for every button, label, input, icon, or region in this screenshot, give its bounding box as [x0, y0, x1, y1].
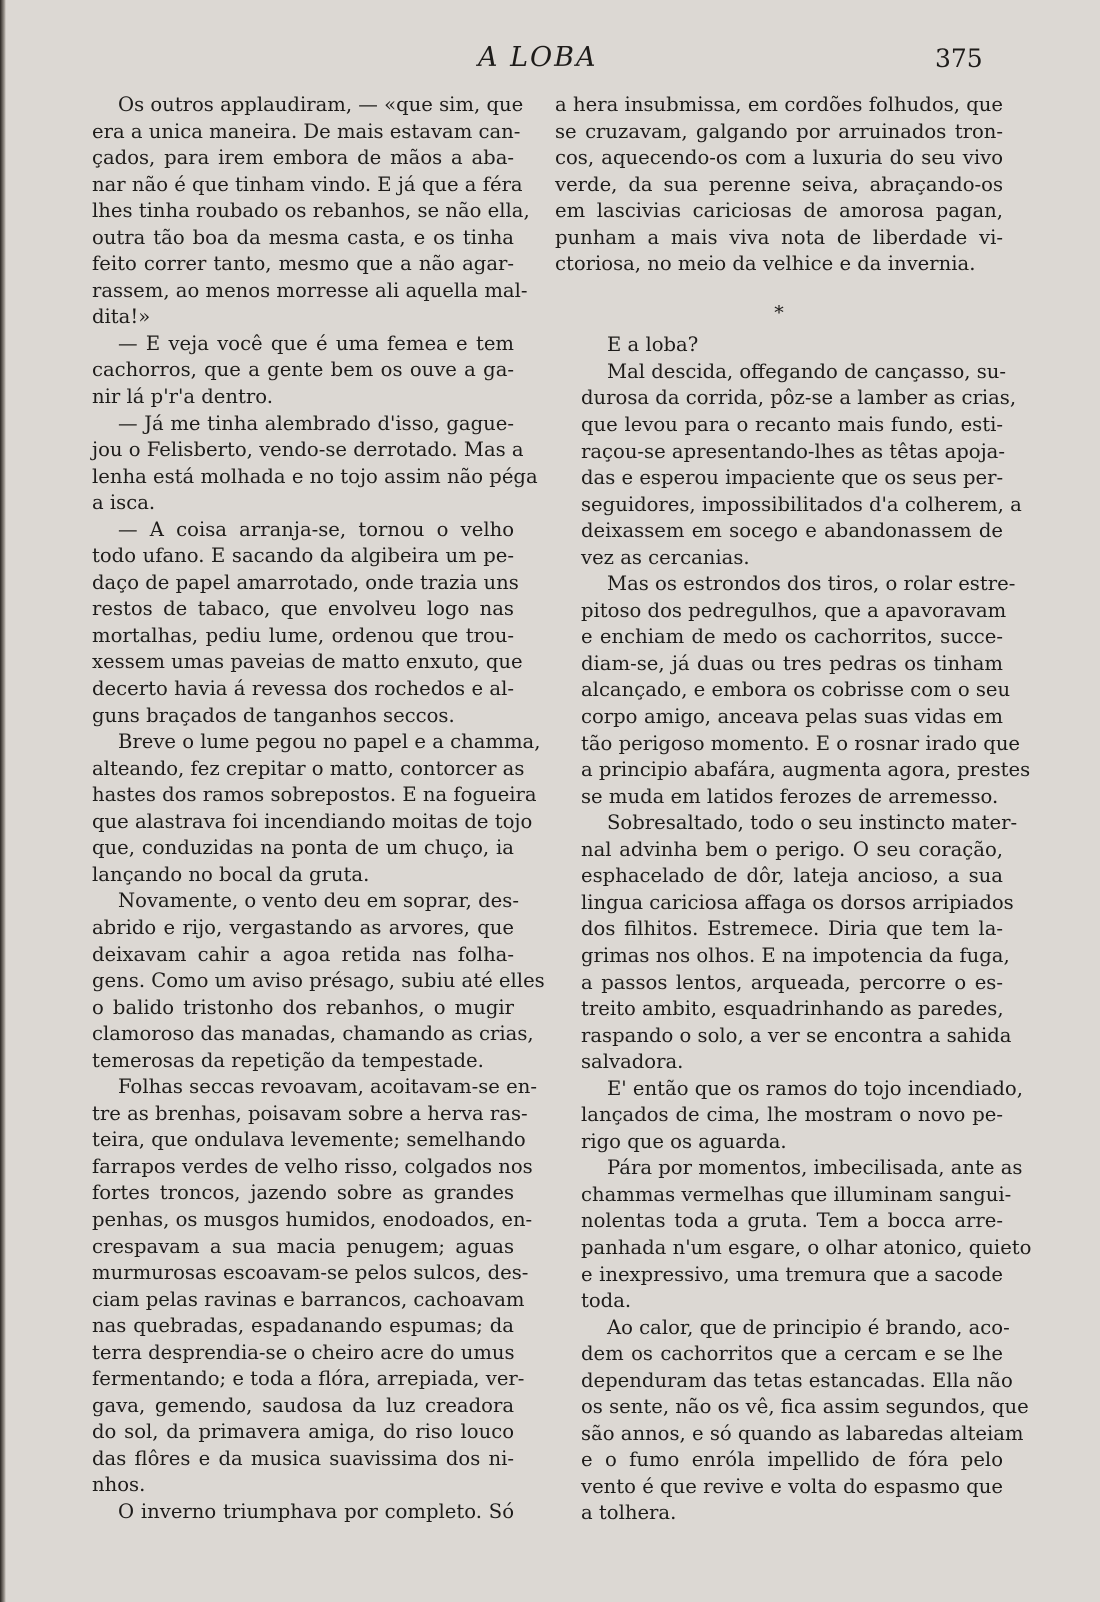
- text-line: das flôres e da musica suavissima dos ni-: [92, 1446, 514, 1470]
- text-line: verde, da sua perenne seiva, abraçando-os: [555, 172, 1003, 196]
- text-line: Ao calor, que de principio é brando, aco-: [607, 1315, 1010, 1339]
- text-line: lançando no bocal da gruta.: [92, 862, 370, 886]
- text-line: mortalhas, pediu lume, ordenou que trou-: [92, 623, 514, 647]
- text-line: são annos, e só quando as labaredas alteiam: [581, 1421, 1024, 1445]
- text-line: e inexpressivo, uma tremura que a sacode: [581, 1262, 1003, 1286]
- paragraph: [66, 92, 530, 331]
- text-line: raspando o solo, a ver se encontra a sahida: [581, 1023, 1012, 1047]
- text-line: gava, gemendo, saudosa da luz creadora: [92, 1393, 514, 1417]
- text-line: nir lá p'r'a dentro.: [92, 385, 273, 409]
- right-column: [555, 92, 1032, 1527]
- text-line: a passos lentos, arqueada, percorre o es-: [581, 970, 1003, 994]
- text-line: corpo amigo, anceava pelas suas vidas em: [581, 705, 1003, 729]
- text-line: nas quebradas, espadanando espumas; da: [92, 1314, 514, 1338]
- paragraph: [66, 411, 538, 517]
- text-line: fortes troncos, jazendo sobre as grandes: [92, 1181, 514, 1205]
- text-line: era a unica maneira. De mais estavam can-: [92, 119, 521, 143]
- text-line: seguidores, impossibilitados d'a colherem, a: [581, 492, 1022, 516]
- text-line: dita!»: [92, 305, 151, 329]
- running-title: A LOBA: [478, 42, 598, 73]
- paragraph: [66, 1074, 537, 1499]
- text-line: Breve o lume pegou no papel e a chamma,: [118, 730, 541, 754]
- text-line: O inverno triumphava por completo. Só: [118, 1499, 514, 1523]
- text-line: temerosas da repetição da tempestade.: [92, 1048, 484, 1072]
- text-line: guns braçados de tanganhos seccos.: [92, 703, 455, 727]
- text-line: gens. Como um aviso présago, subiu até elles: [92, 969, 545, 993]
- paragraph: [66, 331, 514, 411]
- text-line: E a loba?: [607, 333, 699, 357]
- text-line: Mal descida, offegando de cançasso, su-: [607, 359, 1007, 383]
- text-line: deixavam cahir a agoa retida nas folha-: [92, 942, 514, 966]
- text-line: esphacelado de dôr, lateja ancioso, a sua: [581, 864, 1003, 888]
- text-line: cos, aquecendo-os com a luxuria do seu vivo: [555, 146, 1003, 170]
- text-line: os sente, não os vê, fica assim segundos, que: [581, 1395, 1029, 1419]
- text-line: que, conduzidas na ponta de um chuço, ia: [92, 836, 514, 860]
- text-line: clamoroso das manadas, chamando as crias,: [92, 1022, 534, 1046]
- text-line: nar não é que tinham vindo. E já que a féra: [92, 172, 523, 196]
- text-line: daço de papel amarrotado, onde trazia uns: [92, 570, 519, 594]
- paragraph: [555, 332, 1003, 359]
- text-line: jou o Felisberto, vendo-se derrotado. Mas a: [92, 438, 524, 462]
- text-line: que levou para o recanto mais fundo, esti-: [581, 413, 1003, 437]
- text-line: e o fumo enróla impellido de fóra pelo: [581, 1448, 1003, 1472]
- text-line: rassem, ao menos morresse ali aquella mal-: [92, 278, 528, 302]
- text-line: — E veja você que é uma femea e tem: [118, 331, 514, 355]
- text-line: lenha está molhada e no tojo assim não péga: [92, 464, 538, 488]
- text-line: fermentando; e toda a flóra, arrepiada, ver-: [92, 1367, 525, 1391]
- text-line: abrido e rijo, vergastando as arvores, que: [92, 915, 514, 939]
- text-line: panhada n'um esgare, o olhar atonico, quieto: [581, 1235, 1032, 1259]
- text-line: crespavam a sua macia penugem; aguas: [92, 1234, 514, 1258]
- paragraph: [66, 1499, 514, 1526]
- text-line: que alastrava foi incendiando moitas de tojo: [92, 809, 533, 833]
- text-line: xessem umas paveias de matto enxuto, que: [92, 650, 523, 674]
- text-line: dependuram das tetas estancadas. Ella não: [581, 1368, 1013, 1392]
- text-line: deixassem em socego e abandonassem de: [581, 519, 1003, 543]
- text-line: do sol, da primavera amiga, do riso louco: [92, 1420, 514, 1444]
- text-line: rigo que os aguarda.: [581, 1129, 787, 1153]
- text-line: lingua cariciosa affaga os dorsos arripiados: [581, 890, 1014, 914]
- paragraph: [555, 571, 1031, 810]
- text-line: punham a mais viva nota de liberdade vi-: [555, 225, 1003, 249]
- text-line: nhos.: [92, 1473, 146, 1497]
- text-line: Mas os estrondos dos tiros, o rolar estre-: [607, 572, 1016, 596]
- text-line: çados, para irem embora de mãos a aba-: [92, 146, 514, 170]
- text-line: Sobresaltado, todo o seu instincto mater-: [607, 811, 1018, 835]
- text-line: Pára por momentos, imbecilisada, ante as: [607, 1156, 1023, 1180]
- text-line: penhas, os musgos humidos, enodoados, en-: [92, 1207, 533, 1231]
- text-line: ciam pelas ravinas e barrancos, cachoavam: [92, 1287, 525, 1311]
- paragraph: [555, 810, 1018, 1075]
- text-line: a principio abafára, augmenta agora, prestes: [581, 758, 1031, 782]
- text-line: vez as cercanias.: [581, 545, 750, 569]
- text-line: murmurosas escoavam-se pelos sulcos, des-: [92, 1261, 529, 1285]
- text-line: feito correr tanto, mesmo que a não agar-: [92, 252, 514, 276]
- page-number: 375: [935, 44, 983, 73]
- text-line: cachorros, que a gente bem os ouve a ga-: [92, 358, 514, 382]
- right-column-bottom: [555, 332, 1032, 1527]
- text-line: das e esperou impaciente que os seus per-: [581, 466, 1004, 490]
- left-column: [66, 92, 545, 1526]
- text-line: lhes tinha roubado os rebanhos, se não ella,: [92, 199, 530, 223]
- text-line: toda.: [581, 1289, 632, 1313]
- text-line: a hera insubmissa, em cordões folhudos, que: [555, 93, 1003, 116]
- text-line: treito ambito, esquadrinhando as paredes,: [581, 997, 1004, 1021]
- text-line: — Já me tinha alembrado d'isso, gague-: [118, 411, 514, 435]
- text-line: ctoriosa, no meio da velhice e da invernia.: [555, 252, 976, 276]
- paragraph: [66, 729, 541, 888]
- text-line: dem os cachorritos que a cercam e se lhe: [581, 1342, 1003, 1366]
- text-line: em lascivias cariciosas de amorosa pagan,: [555, 199, 1003, 223]
- text-line: decerto havia á revessa dos rochedos e al-: [92, 677, 514, 701]
- text-line: lançados de cima, lhe mostram o novo pe-: [581, 1103, 1003, 1127]
- text-line: restos de tabaco, que envolveu logo nas: [92, 597, 514, 621]
- text-line: se cruzavam, galgando por arruinados tron-: [555, 119, 1003, 143]
- text-line: Novamente, o vento deu em soprar, des-: [118, 889, 519, 913]
- paragraph: [555, 1155, 1032, 1314]
- paragraph: [66, 517, 523, 729]
- text-line: E' então que os ramos do tojo incendiado,: [607, 1076, 1023, 1100]
- text-line: tão perigoso momento. E o rosnar irado que: [581, 731, 1021, 755]
- paragraph: [555, 359, 1022, 571]
- text-line: Folhas seccas revoavam, acoitavam-se en-: [118, 1075, 537, 1099]
- text-line: o balido tristonho dos rebanhos, o mugir: [92, 995, 514, 1019]
- text-line: hastes dos ramos sobrepostos. E na fogueira: [92, 783, 537, 807]
- text-line: a isca.: [92, 491, 156, 515]
- section-break-asterisk: *: [774, 301, 784, 324]
- text-line: salvadora.: [581, 1050, 684, 1074]
- text-line: farrapos verdes de velho risso, colgados nos: [92, 1154, 533, 1178]
- text-line: chammas vermelhas que illuminam sangui-: [581, 1182, 1012, 1206]
- text-line: diam-se, já duas ou tres pedras os tinham: [581, 651, 1003, 675]
- text-line: durosa da corrida, pôz-se a lamber as crias,: [581, 386, 1017, 410]
- text-line: teira, que ondulava levemente; semelhando: [92, 1128, 526, 1152]
- paragraph: [66, 888, 545, 1074]
- text-line: — A coisa arranja-se, tornou o velho: [118, 517, 514, 541]
- text-line: nal advinha bem o perigo. O seu coração,: [581, 837, 1003, 861]
- text-line: a tolhera.: [581, 1501, 677, 1525]
- page-spine-shadow: [0, 0, 6, 1602]
- running-header: [0, 38, 1100, 78]
- text-line: grimas nos olhos. E na impotencia da fuga,: [581, 943, 1010, 967]
- text-line: terra desprendia-se o cheiro acre do umus: [92, 1340, 515, 1364]
- text-line: Os outros applaudiram, — «que sim, que: [118, 93, 524, 116]
- text-line: e enchiam de medo os cachorritos, succe-: [581, 625, 1003, 649]
- paragraph: [555, 1076, 1023, 1156]
- text-line: vento é que revive e volta do espasmo que: [581, 1474, 1003, 1498]
- text-line: todo ufano. E sacando da algibeira um pe-: [92, 544, 514, 568]
- text-line: raçou-se apresentando-lhes as têtas apoja-: [581, 439, 1005, 463]
- paragraph: [555, 92, 1003, 278]
- text-line: pitoso dos pedregulhos, que a apavoravam: [581, 598, 1007, 622]
- text-line: alcançado, e embora os cobrisse com o seu: [581, 678, 1011, 702]
- right-column-top: [555, 92, 1003, 278]
- text-line: nolentas toda a gruta. Tem a bocca arre-: [581, 1209, 1003, 1233]
- paragraph: [555, 1315, 1029, 1527]
- text-line: tre as brenhas, poisavam sobre a herva ras-: [92, 1101, 528, 1125]
- text-line: se muda em latidos ferozes de arremesso.: [581, 784, 999, 808]
- text-line: dos filhitos. Estremece. Diria que tem la-: [581, 917, 1003, 941]
- text-line: outra tão boa da mesma casta, e os tinha: [92, 225, 514, 249]
- text-line: alteando, fez crepitar o matto, contorcer as: [92, 756, 525, 780]
